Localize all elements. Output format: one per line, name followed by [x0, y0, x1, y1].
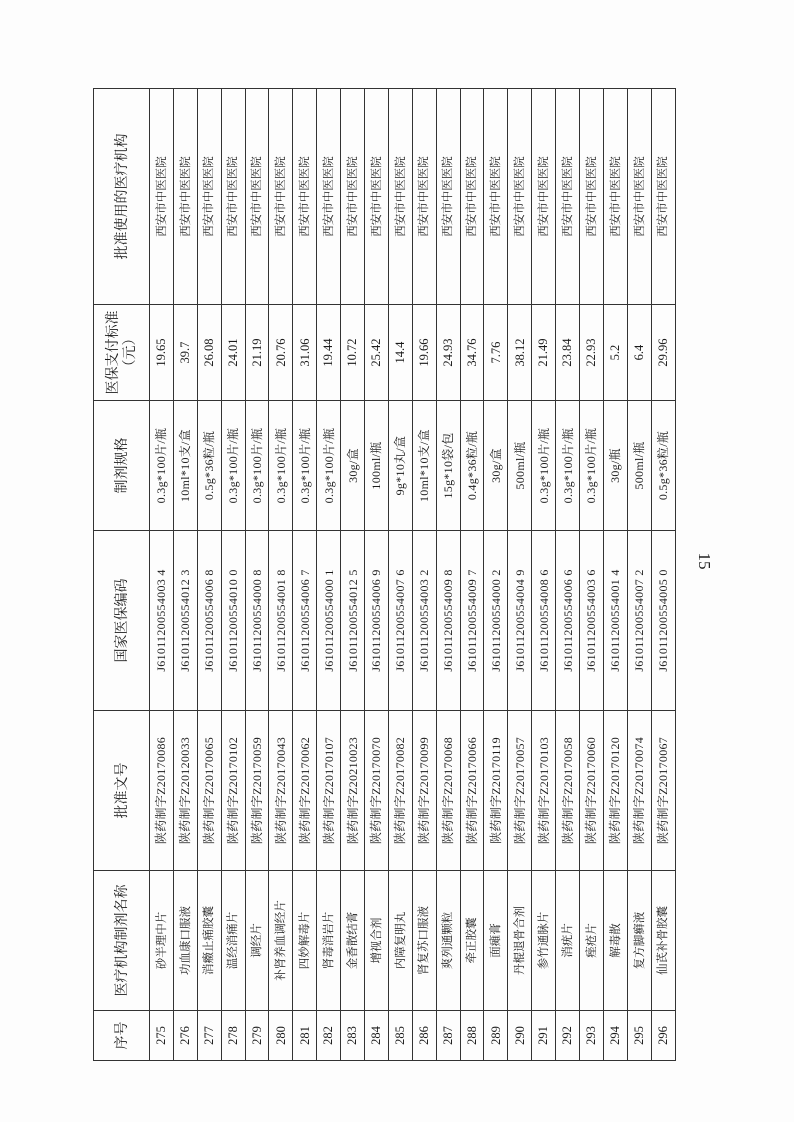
- table-row: [508, 89, 532, 1061]
- cell-preparation-name: 四妙解毒片: [293, 871, 317, 1011]
- cell-approved-institution: 西安市中医医院: [341, 89, 365, 305]
- cell-insurance-code: J61011200554005 0: [651, 531, 675, 711]
- cell-serial: 282: [317, 1011, 341, 1061]
- cell-approval-number: 陕药制字Z20170043: [269, 711, 293, 871]
- header-payment-standard: 医保支付标准 （元）: [94, 305, 150, 401]
- table-row: [388, 89, 412, 1061]
- table-row: [580, 89, 604, 1061]
- cell-preparation-name: 增视合剂: [365, 871, 389, 1011]
- cell-payment-standard: 21.49: [532, 305, 556, 401]
- cell-serial: 293: [580, 1011, 604, 1061]
- cell-insurance-code: J61011200554003 2: [412, 531, 436, 711]
- cell-insurance-code: J61011200554000 2: [484, 531, 508, 711]
- cell-approved-institution: 西安市中医医院: [269, 89, 293, 305]
- cell-approved-institution: 西安市中医医院: [365, 89, 389, 305]
- cell-serial: 292: [556, 1011, 580, 1061]
- table-row: [269, 89, 293, 1061]
- cell-approval-number: 陕药制字Z20170067: [651, 711, 675, 871]
- cell-specification: 30g/瓶: [603, 401, 627, 531]
- cell-approved-institution: 西安市中医医院: [388, 89, 412, 305]
- cell-insurance-code: J61011200554000 1: [317, 531, 341, 711]
- cell-preparation-name: 参竹通脉片: [532, 871, 556, 1011]
- cell-insurance-code: J61011200554012 5: [341, 531, 365, 711]
- cell-insurance-code: J61011200554001 8: [269, 531, 293, 711]
- cell-payment-standard: 20.76: [269, 305, 293, 401]
- cell-specification: 500ml/瓶: [627, 401, 651, 531]
- cell-payment-standard: 19.66: [412, 305, 436, 401]
- cell-approved-institution: 西安市中医医院: [245, 89, 269, 305]
- cell-approval-number: 陕药制字Z20170060: [580, 711, 604, 871]
- cell-insurance-code: J61011200554003 6: [580, 531, 604, 711]
- cell-serial: 295: [627, 1011, 651, 1061]
- table-row: [317, 89, 341, 1061]
- cell-insurance-code: J61011200554008 6: [532, 531, 556, 711]
- cell-preparation-name: 功血康口服液: [173, 871, 197, 1011]
- cell-approval-number: 陕药制字Z20170062: [293, 711, 317, 871]
- cell-payment-standard: 5.2: [603, 305, 627, 401]
- cell-specification: 30g/盒: [484, 401, 508, 531]
- table-header-row: [94, 89, 150, 1061]
- cell-payment-standard: 22.93: [580, 305, 604, 401]
- cell-approved-institution: 西安市中医医院: [317, 89, 341, 305]
- cell-specification: 500ml/瓶: [508, 401, 532, 531]
- cell-specification: 0.3g*100片/瓶: [269, 401, 293, 531]
- cell-serial: 286: [412, 1011, 436, 1061]
- cell-payment-standard: 21.19: [245, 305, 269, 401]
- cell-specification: 0.3g*100片/瓶: [245, 401, 269, 531]
- cell-preparation-name: 金香散结膏: [341, 871, 365, 1011]
- cell-approval-number: 陕药制字Z20210023: [341, 711, 365, 871]
- cell-specification: 0.3g*100片/瓶: [150, 401, 174, 531]
- cell-specification: 0.5g*36粒/瓶: [651, 401, 675, 531]
- table-row: [150, 89, 174, 1061]
- cell-serial: 275: [150, 1011, 174, 1061]
- table-row: [365, 89, 389, 1061]
- table-row: [341, 89, 365, 1061]
- cell-payment-standard: 31.06: [293, 305, 317, 401]
- cell-approved-institution: 西安市中医医院: [293, 89, 317, 305]
- cell-serial: 288: [460, 1011, 484, 1061]
- cell-specification: 0.3g*100片/瓶: [580, 401, 604, 531]
- cell-approved-institution: 西安市中医医院: [173, 89, 197, 305]
- cell-serial: 294: [603, 1011, 627, 1061]
- cell-serial: 280: [269, 1011, 293, 1061]
- cell-preparation-name: 内障复明丸: [388, 871, 412, 1011]
- cell-approved-institution: 西安市中医医院: [651, 89, 675, 305]
- cell-preparation-name: 复方脚癣液: [627, 871, 651, 1011]
- cell-preparation-name: 砂半理中片: [150, 871, 174, 1011]
- cell-approval-number: 陕药制字Z20170082: [388, 711, 412, 871]
- cell-serial: 278: [221, 1011, 245, 1061]
- cell-approval-number: 陕药制字Z20170057: [508, 711, 532, 871]
- cell-preparation-name: 消癥止痛胶囊: [197, 871, 221, 1011]
- cell-approved-institution: 西安市中医医院: [436, 89, 460, 305]
- drug-list-table: [93, 88, 676, 1061]
- cell-preparation-name: 面瘫膏: [484, 871, 508, 1011]
- cell-insurance-code: J61011200554006 9: [365, 531, 389, 711]
- page-number: 15: [695, 552, 714, 570]
- header-preparation-name: 医疗机构制剂名称: [94, 871, 150, 1011]
- cell-insurance-code: J61011200554009 8: [436, 531, 460, 711]
- table-row: [197, 89, 221, 1061]
- cell-approval-number: 陕药制字Z20170119: [484, 711, 508, 871]
- cell-preparation-name: 消疣片: [556, 871, 580, 1011]
- header-insurance-code: 国家医保编码: [94, 531, 150, 711]
- cell-specification: 15g*10袋/包: [436, 401, 460, 531]
- cell-approval-number: 陕药制字Z20170074: [627, 711, 651, 871]
- cell-specification: 30g/盒: [341, 401, 365, 531]
- cell-serial: 281: [293, 1011, 317, 1061]
- table-row: [651, 89, 675, 1061]
- table-row: [556, 89, 580, 1061]
- header-specification: 制剂规格: [94, 401, 150, 531]
- table-row: [412, 89, 436, 1061]
- cell-preparation-name: 牵正胶囊: [460, 871, 484, 1011]
- cell-specification: 10ml*10支/盒: [412, 401, 436, 531]
- cell-insurance-code: J61011200554000 8: [245, 531, 269, 711]
- cell-payment-standard: 24.01: [221, 305, 245, 401]
- cell-specification: 0.3g*100片/瓶: [532, 401, 556, 531]
- cell-approved-institution: 西安市中医医院: [460, 89, 484, 305]
- cell-preparation-name: 痤疮片: [580, 871, 604, 1011]
- cell-insurance-code: J61011200554007 2: [627, 531, 651, 711]
- header-approved-institution: 批准使用的医疗机构: [94, 89, 150, 305]
- table-row: [603, 89, 627, 1061]
- table-row: [293, 89, 317, 1061]
- cell-serial: 283: [341, 1011, 365, 1061]
- cell-serial: 279: [245, 1011, 269, 1061]
- cell-approval-number: 陕药制字Z20170102: [221, 711, 245, 871]
- cell-insurance-code: J61011200554010 0: [221, 531, 245, 711]
- cell-specification: 0.3g*100片/瓶: [317, 401, 341, 531]
- header-serial: 序号: [94, 1011, 150, 1061]
- cell-payment-standard: 10.72: [341, 305, 365, 401]
- cell-insurance-code: J61011200554006 6: [556, 531, 580, 711]
- cell-approved-institution: 西安市中医医院: [150, 89, 174, 305]
- cell-approval-number: 陕药制字Z20170120: [603, 711, 627, 871]
- cell-serial: 285: [388, 1011, 412, 1061]
- cell-serial: 296: [651, 1011, 675, 1061]
- cell-preparation-name: 解毒散: [603, 871, 627, 1011]
- cell-approved-institution: 西安市中医医院: [412, 89, 436, 305]
- cell-serial: 291: [532, 1011, 556, 1061]
- cell-approved-institution: 西安市中医医院: [556, 89, 580, 305]
- cell-serial: 284: [365, 1011, 389, 1061]
- cell-specification: 0.3g*100片/瓶: [556, 401, 580, 531]
- cell-approved-institution: 西安市中医医院: [508, 89, 532, 305]
- cell-specification: 10ml*10支/盒: [173, 401, 197, 531]
- cell-specification: 0.5g*36粒/瓶: [197, 401, 221, 531]
- cell-specification: 0.4g*36粒/瓶: [460, 401, 484, 531]
- cell-payment-standard: 19.65: [150, 305, 174, 401]
- cell-approval-number: 陕药制字Z20170065: [197, 711, 221, 871]
- cell-payment-standard: 24.93: [436, 305, 460, 401]
- cell-approval-number: 陕药制字Z20170058: [556, 711, 580, 871]
- header-approval-number: 批准文号: [94, 711, 150, 871]
- cell-payment-standard: 39.7: [173, 305, 197, 401]
- table-row: [532, 89, 556, 1061]
- cell-payment-standard: 19.44: [317, 305, 341, 401]
- table-row: [245, 89, 269, 1061]
- cell-payment-standard: 23.84: [556, 305, 580, 401]
- cell-insurance-code: J61011200554012 3: [173, 531, 197, 711]
- cell-serial: 277: [197, 1011, 221, 1061]
- cell-approval-number: 陕药制字Z20170103: [532, 711, 556, 871]
- cell-approval-number: 陕药制字Z20120033: [173, 711, 197, 871]
- cell-approved-institution: 西安市中医医院: [627, 89, 651, 305]
- cell-approved-institution: 西安市中医医院: [484, 89, 508, 305]
- cell-payment-standard: 29.96: [651, 305, 675, 401]
- cell-approval-number: 陕药制字Z20170107: [317, 711, 341, 871]
- cell-approval-number: 陕药制字Z20170086: [150, 711, 174, 871]
- cell-specification: 0.3g*100片/瓶: [293, 401, 317, 531]
- cell-preparation-name: 调经片: [245, 871, 269, 1011]
- table-row: [173, 89, 197, 1061]
- cell-preparation-name: 肾毒消岩片: [317, 871, 341, 1011]
- cell-payment-standard: 26.08: [197, 305, 221, 401]
- cell-insurance-code: J61011200554006 8: [197, 531, 221, 711]
- cell-insurance-code: J61011200554003 4: [150, 531, 174, 711]
- cell-approved-institution: 西安市中医医院: [197, 89, 221, 305]
- cell-payment-standard: 7.76: [484, 305, 508, 401]
- cell-specification: 100ml/瓶: [365, 401, 389, 531]
- cell-payment-standard: 38.12: [508, 305, 532, 401]
- cell-payment-standard: 34.76: [460, 305, 484, 401]
- cell-insurance-code: J61011200554001 4: [603, 531, 627, 711]
- cell-approval-number: 陕药制字Z20170066: [460, 711, 484, 871]
- cell-insurance-code: J61011200554006 7: [293, 531, 317, 711]
- cell-preparation-name: 丹棍退骨合剂: [508, 871, 532, 1011]
- cell-preparation-name: 肾复苏口服液: [412, 871, 436, 1011]
- cell-approval-number: 陕药制字Z20170070: [365, 711, 389, 871]
- cell-serial: 287: [436, 1011, 460, 1061]
- cell-approval-number: 陕药制字Z20170099: [412, 711, 436, 871]
- cell-insurance-code: J61011200554004 9: [508, 531, 532, 711]
- cell-serial: 290: [508, 1011, 532, 1061]
- table-row: [484, 89, 508, 1061]
- table-row: [436, 89, 460, 1061]
- table-body: [150, 89, 676, 1061]
- cell-approval-number: 陕药制字Z20170068: [436, 711, 460, 871]
- cell-insurance-code: J61011200554007 6: [388, 531, 412, 711]
- rotated-table-container: [93, 89, 672, 1061]
- cell-approved-institution: 西安市中医医院: [580, 89, 604, 305]
- cell-specification: 9g*10丸/盒: [388, 401, 412, 531]
- cell-approved-institution: 西安市中医医院: [221, 89, 245, 305]
- cell-preparation-name: 仙芪补骨胶囊: [651, 871, 675, 1011]
- cell-approval-number: 陕药制字Z20170059: [245, 711, 269, 871]
- cell-specification: 0.3g*100片/瓶: [221, 401, 245, 531]
- cell-approved-institution: 西安市中医医院: [603, 89, 627, 305]
- cell-approved-institution: 西安市中医医院: [532, 89, 556, 305]
- cell-preparation-name: 爽列通颗粒: [436, 871, 460, 1011]
- cell-preparation-name: 补肾养血调经片: [269, 871, 293, 1011]
- table-row: [627, 89, 651, 1061]
- cell-serial: 276: [173, 1011, 197, 1061]
- table-row: [221, 89, 245, 1061]
- cell-payment-standard: 25.42: [365, 305, 389, 401]
- cell-payment-standard: 6.4: [627, 305, 651, 401]
- cell-serial: 289: [484, 1011, 508, 1061]
- cell-preparation-name: 温经消痛片: [221, 871, 245, 1011]
- cell-insurance-code: J61011200554009 7: [460, 531, 484, 711]
- cell-payment-standard: 14.4: [388, 305, 412, 401]
- table-row: [460, 89, 484, 1061]
